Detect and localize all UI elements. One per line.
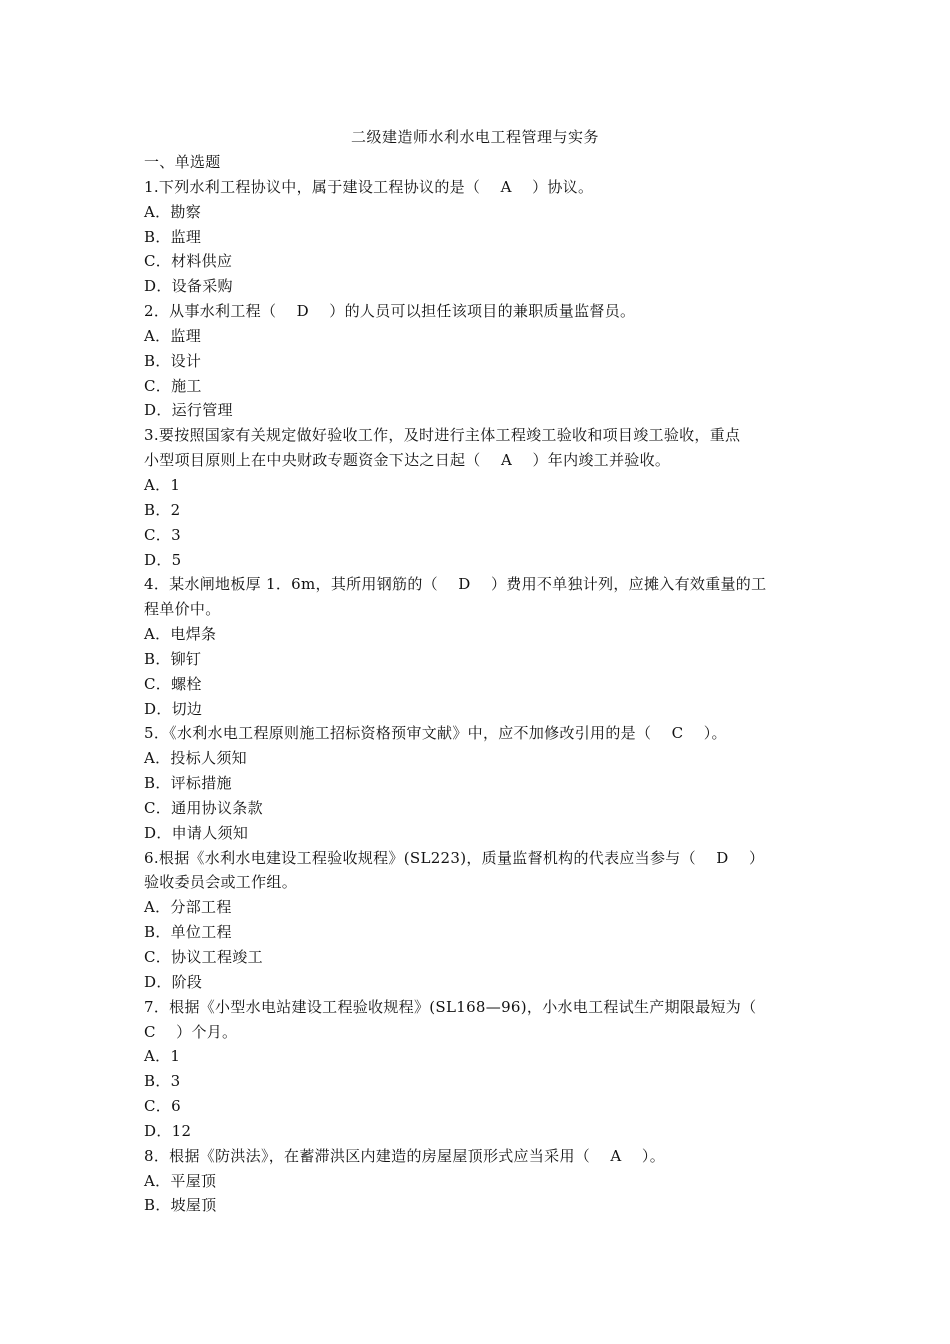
option-line: B．监理 [144,227,202,246]
option-line: B．铆钉 [144,649,202,668]
question-6: 6.根据《水利水电建设工程验收规程》(SL223)，质量监督机构的代表应当参与（ D ） [144,848,765,867]
option-line: D．运行管理 [144,401,233,420]
option-line: D．12 [144,1121,192,1140]
option-line: D．申请人须知 [144,823,249,842]
question-3: 3.要按照国家有关规定做好验收工作，及时进行主体工程竣工验收和项目竣工验收，重点 [144,426,741,445]
question-5: 5．《水利水电工程原则施工招标资格预审文献》中，应不加修改引用的是（ C ）。 [144,724,727,743]
option-line: B．单位工程 [144,923,232,942]
question-7-continued: C ）个月。 [144,1022,238,1041]
option-line: C．螺栓 [144,674,202,693]
option-line: A．勘察 [144,202,202,221]
option-line: B．评标措施 [144,774,232,793]
option-line: D．设备采购 [144,277,233,296]
question-4: 4．某水闸地板厚 1．6m，其所用钢筋的（ D ）费用不单独计列，应摊入有效重量的工 [144,575,767,594]
option-line: C．6 [144,1097,181,1116]
document-title: 二级建造师水利水电工程管理与实务 [350,128,599,146]
option-line: B．坡屋顶 [144,1196,217,1215]
document-body [144,150,809,1218]
option-line: B．设计 [144,351,202,370]
option-line: D．5 [144,550,182,569]
option-line: C．通用协议条款 [144,798,263,817]
question-2: 2．从事水利工程（ D ）的人员可以担任该项目的兼职质量监督员。 [144,302,636,321]
option-line: A．平屋顶 [144,1171,217,1190]
option-line: B．3 [144,1072,181,1091]
question-1: 1.下列水利工程协议中，属于建设工程协议的是（ A ）协议。 [144,177,594,196]
option-line: C．施工 [144,376,202,395]
option-line: A．监理 [144,326,202,345]
section-heading: 一、单选题 [144,153,221,171]
option-line: C．材料供应 [144,252,233,271]
question-8: 8．根据《防洪法》，在蓄滞洪区内建造的房屋屋顶形式应当采用（ A ）。 [144,1146,666,1165]
option-line: B．2 [144,500,181,519]
question-3-continued: 小型项目原则上在中央财政专题资金下达之日起（ A ）年内竣工并验收。 [144,451,671,470]
question-4-continued: 程单价中。 [144,600,221,619]
option-line: A．分部工程 [144,898,232,917]
option-line: A．电焊条 [144,625,217,644]
option-line: A．1 [144,475,181,494]
option-line: A．1 [144,1047,181,1066]
option-line: D．阶段 [144,972,203,991]
option-line: D．切边 [144,699,203,718]
option-line: C．3 [144,525,181,544]
question-7: 7．根据《小型水电站建设工程验收规程》(SL168—96)，小水电工程试生产期限最短为（ [144,997,757,1016]
option-line: C．协议工程竣工 [144,948,263,966]
option-line: A．投标人须知 [144,749,247,768]
question-6-continued: 验收委员会或工作组。 [144,873,298,892]
